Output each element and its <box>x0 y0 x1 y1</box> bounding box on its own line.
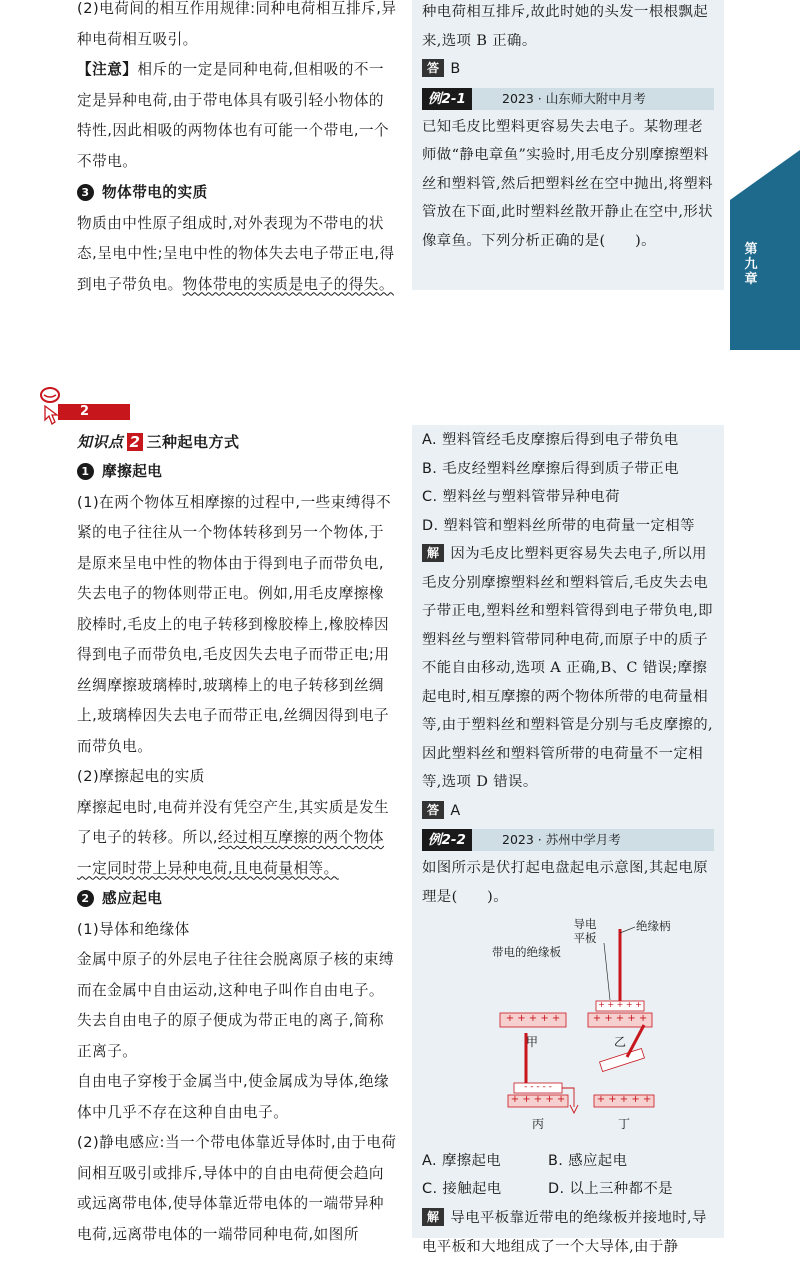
option-a: A. 摩擦起电 <box>422 1153 502 1169</box>
example-2-1-header <box>422 88 714 110</box>
label-charged-plate: 带电的绝缘板 <box>492 945 561 959</box>
key-point-underlined: 经过相互摩擦的两个物体一定同时带上异种电荷,且电荷量相等。 <box>77 829 385 877</box>
label-conductor-plate: 导电平板 <box>573 917 597 945</box>
section-number-icon: 1 <box>77 463 94 480</box>
solution-text: 因为毛皮比塑料更容易失去电子,所以用毛皮分别摩擦塑料丝和塑料管后,毛皮失去电子带正电,塑料丝和塑料管得到电子带负电,即塑料丝与塑料管带同种电荷,而原子中的质子不能自由移动,选项 A 正确,B、C 错误;摩擦起电时,相互摩擦的两个物体所带的电荷量相等,由于塑料丝和塑料管是分别与毛皮摩擦的,因此塑料丝和塑料管所带的电荷量不一定相等,选项 D 错误。 <box>422 546 713 790</box>
kp-prefix: 知识点 <box>77 433 124 451</box>
electrophorus-figure <box>422 915 714 1147</box>
example-source: 2023 · 苏州中学月考 <box>502 832 621 847</box>
charge-essence-paragraph <box>77 209 399 301</box>
option-c: C. 接触起电 <box>422 1181 502 1197</box>
option-a: A. 塑料管经毛皮摩擦后得到电子带负电 <box>422 432 679 448</box>
left-column-top <box>77 0 399 300</box>
friction-essence-paragraph <box>77 793 399 885</box>
answer-line <box>422 55 714 84</box>
option-c: C. 塑料丝与塑料管带异种电荷 <box>422 489 620 505</box>
electrophorus-diagram <box>422 915 714 1147</box>
section-number-icon: 2 <box>77 890 94 907</box>
section-title: 摩擦起电 <box>102 463 163 480</box>
page-marker <box>38 386 138 426</box>
example-source: 2023 · 山东师大附中月考 <box>502 90 646 106</box>
knowledge-point-title <box>77 427 399 457</box>
section-number-icon: 3 <box>77 184 94 201</box>
section-heading-charge-essence <box>77 178 399 209</box>
solution-tag: 解 <box>422 544 444 562</box>
left-column-bottom <box>77 427 399 1250</box>
charges-jia: + + + + + <box>505 1013 561 1024</box>
page-marker-bar <box>58 404 130 420</box>
right-column-top <box>422 0 714 255</box>
answer-value: B <box>450 61 461 77</box>
key-point-underlined: 物体带电的实质是电子的得失。 <box>182 275 394 293</box>
charges-yi-conductor: + + + + + <box>598 1000 642 1009</box>
example-2-1-question: 已知毛皮比塑料更容易失去电子。某物理老师做“静电章鱼”实验时,用毛皮分别摩擦塑料丝和塑料管,然后把塑料丝在空中抛出,将塑料管放在下面,此时塑料丝散开静止在空中,形状像章鱼。下列分析正确的是( )。 <box>422 118 713 249</box>
answer-tag: 答 <box>422 59 444 77</box>
example-label: 例2-2 <box>422 829 472 851</box>
example-2-2-header <box>422 829 714 851</box>
kp-number: 2 <box>127 433 144 451</box>
note-text: 相斥的一定是同种电荷,但相吸的不一定是异种电荷,由于带电体具有吸引轻小物体的特性,因此相吸的两物体也有可能一个带电,一个不带电。 <box>77 61 390 170</box>
answer-value: A <box>450 802 461 819</box>
conductor-paragraph: 自由电子穿梭于金属当中,使金属成为导体,绝缘体中几乎不存在这种自由电子。 <box>77 1073 390 1121</box>
option-b: B. 毛皮经塑料丝摩擦后得到质子带正电 <box>422 460 679 477</box>
induction-paragraph: (2)静电感应:当一个带电体靠近导体时,由于电荷间相互吸引或排斥,导体中的自由电荷便会趋向或远离带电体,使导体靠近带电体的一端带异种电荷,远离带电体的一端带同种电荷,如图所 <box>77 1134 397 1243</box>
section-title: 物体带电的实质 <box>102 184 208 201</box>
section-heading-induction <box>77 884 399 915</box>
charges-bing-conductor: - - - - - <box>524 1082 552 1092</box>
caption-bing: 丙 <box>532 1117 545 1131</box>
caption-ding: 丁 <box>618 1117 631 1131</box>
caption-yi: 乙 <box>614 1035 627 1049</box>
solution-2-2 <box>422 1204 714 1261</box>
options-list-1 <box>422 426 714 540</box>
solution-2-1 <box>422 540 714 797</box>
page-marker-number: 2 <box>80 404 90 419</box>
label-insulating-handle: 绝缘柄 <box>636 919 671 933</box>
options-list-2 <box>422 1147 714 1204</box>
friction-essence-text: 摩擦起电时,电荷并没有凭空产生,其实质是发生了电子的转移。所以, <box>77 798 390 846</box>
option-d: D. 以上三种都不是 <box>548 1181 673 1197</box>
free-electron-paragraph: 金属中原子的外层电子往往会脱离原子核的束缚而在金属中自由运动,这种电子叫作自由电子。失去自由电子的原子便成为带正电的离子,简称正离子。 <box>77 951 394 1060</box>
chapter-tab-label: 第九章 <box>744 242 758 287</box>
example-2-2-question: 如图所示是伏打起电盘起电示意图,其起电原理是( )。 <box>422 860 708 905</box>
leader-line-conductor <box>604 943 610 1000</box>
note-paragraph <box>77 55 399 177</box>
chapter-tab <box>730 150 800 350</box>
interaction-rule-text: (2)电荷间的相互作用规律:同种电荷相互排斥,异种电荷相互吸引。 <box>77 0 397 48</box>
option-b: B. 感应起电 <box>548 1153 628 1169</box>
conductor-subheading: (1)导体和绝缘体 <box>77 920 190 938</box>
solution-tag: 解 <box>422 1208 444 1226</box>
option-d: D. 塑料管和塑料丝所带的电荷量一定相等 <box>422 517 695 534</box>
leader-line-handle <box>620 927 635 933</box>
friction-paragraph-1: (1)在两个物体互相摩擦的过程中,一些束缚得不紧的电子往往从一个物体转移到另一个物体,于是原来呈电中性的物体由于得到电子而带负电,失去电子的物体则带正电。例如,用毛皮摩擦橡胶棒时,毛皮上的电子转移到橡胶棒上,橡胶棒因得到电子而带负电,毛皮因失去电子而带正电;用丝绸摩擦玻璃棒时,玻璃棒上的电子转移到丝绸上,玻璃棒因失去电子而带正电,丝绸因得到电子而带负电。 <box>77 493 392 755</box>
answer-tag: 答 <box>422 801 444 819</box>
caption-jia: 甲 <box>526 1035 539 1049</box>
answer-line <box>422 797 714 826</box>
example-label: 例2-1 <box>422 88 472 110</box>
charges-yi-plate: + + + + + <box>592 1013 648 1024</box>
charges-bing-plate: + + + + + <box>510 1094 566 1105</box>
conductor-plate-ding <box>600 1048 645 1071</box>
charges-ding-plate: + + + + + <box>596 1094 652 1105</box>
section-title: 感应起电 <box>102 890 163 907</box>
solution-text: 导电平板靠近带电的绝缘板并接地时,导电平板和大地组成了一个大导体,由于静 <box>422 1210 707 1255</box>
friction-subheading: (2)摩擦起电的实质 <box>77 768 205 785</box>
kp-title-text: 三种起电方式 <box>146 433 240 451</box>
note-tag: 【注意】 <box>77 61 138 78</box>
charge-essence-text: 物质由中性原子组成时,对外表现为不带电的状态,呈电中性;呈电中性的物体失去电子带正电,得到电子带负电。 <box>77 214 395 293</box>
previous-solution-tail: 种电荷相互排斥,故此时她的头发一根根飘起来,选项 B 正确。 <box>422 4 708 49</box>
section-heading-friction <box>77 457 399 488</box>
right-column-bottom <box>422 426 714 1261</box>
